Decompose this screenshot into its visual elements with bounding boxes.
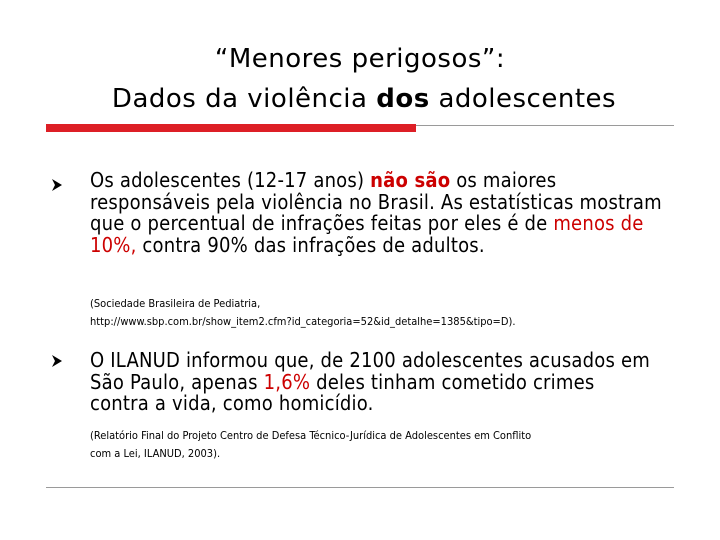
bullet-1-text (90, 170, 670, 256)
bullet-1-highlight-nao-sao: não são (370, 168, 451, 192)
title-text-bold: dos (376, 84, 430, 114)
bullet-2-citation (90, 427, 690, 463)
bullet-2-part-2: deles tinham cometido crimes contra a vida, como homicídio. (90, 369, 595, 415)
footer-divider-line (46, 487, 674, 488)
bullet-1-citation (90, 295, 690, 331)
bullet-2-citation-line-2: com a Lei, ILANUD, 2003). (90, 447, 221, 460)
slide-title-line-2 (4, 84, 720, 114)
bullet-2-citation-line-1: (Relatório Final do Projeto Centro de Defesa Técnico-Jurídica de Adolescentes em Conflito (90, 429, 532, 442)
bullet-1-citation-line-1: (Sociedade Brasileira de Pediatria, (90, 297, 261, 310)
title-text-after: adolescentes (429, 84, 617, 114)
arrowhead-bullet-icon (50, 354, 64, 368)
bullet-2-highlight-percent: 1,6% (263, 369, 311, 394)
bullet-2-text (90, 350, 650, 415)
bullet-2-part-1: O ILANUD informou que, de 2100 adolescentes acusados em São Paulo, apenas (90, 348, 650, 394)
bullet-1-part-2: os maiores responsáveis pela violência no Brasil. As estatísticas mostram que o percentual de infrações feitas por eles é de (90, 168, 662, 235)
bullet-1-part-3: contra 90% das infrações de adultos. (136, 232, 485, 257)
title-accent-bar (46, 124, 416, 132)
title-text-before: Dados da violência (111, 84, 377, 114)
slide-title-line-1 (0, 44, 720, 74)
bullet-1-citation-line-2: http://www.sbp.com.br/show_item2.cfm?id_categoria=52&id_detalhe=1385&tipo=D). (90, 315, 516, 328)
arrowhead-bullet-icon (50, 178, 64, 192)
bullet-1-part-1: Os adolescentes (12-17 anos) (90, 168, 371, 192)
bullet-1-highlight-menos-10: menos de 10%, (90, 211, 644, 257)
title-text: “Menores perigosos”: (214, 44, 506, 74)
